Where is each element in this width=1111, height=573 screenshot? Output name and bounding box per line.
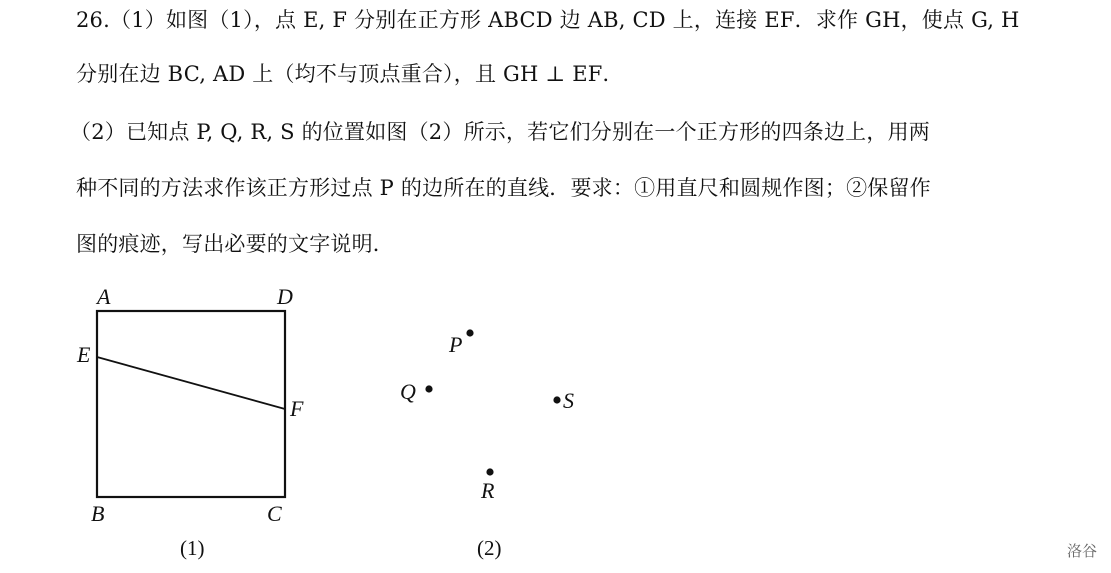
label-s: S [563, 388, 574, 413]
label-c: C [267, 501, 282, 526]
label-p: P [449, 332, 463, 357]
problem-line-3: （2）已知点 P, Q, R, S 的位置如图（2）所示，若它们分别在一个正方形的四条边上，用两 [70, 120, 930, 144]
problem-line-5: 图的痕迹，写出必要的文字说明． [76, 232, 394, 256]
problem-line-4: 种不同的方法求作该正方形过点 P 的边所在的直线．要求：①用直尺和圆规作图；②保留作 [76, 176, 931, 200]
label-f: F [290, 396, 304, 421]
problem-line-2: 分别在边 BC, AD 上（均不与顶点重合），且 GH ⊥ EF． [76, 62, 624, 86]
figure-2 [400, 329, 574, 560]
label-r: R [481, 478, 495, 503]
point-r [486, 468, 493, 475]
figure-1 [76, 284, 304, 560]
watermark-text: 洛谷 [1066, 542, 1097, 560]
point-p [466, 329, 473, 336]
label-q: Q [400, 379, 416, 404]
segment-ef [97, 357, 285, 409]
point-q [425, 385, 432, 392]
square-abcd [97, 311, 285, 497]
label-d: D [277, 284, 293, 309]
problem-line-1: 26.（1）如图（1），点 E, F 分别在正方形 ABCD 边 AB, CD 上，连接 EF．求作 GH，使点 G, H [76, 8, 1020, 32]
label-b: B [91, 501, 105, 526]
figure-1-caption: (1) [180, 536, 205, 560]
point-s [553, 396, 560, 403]
label-a: A [97, 284, 111, 309]
figure-2-caption: (2) [477, 536, 502, 560]
label-e: E [77, 342, 91, 367]
